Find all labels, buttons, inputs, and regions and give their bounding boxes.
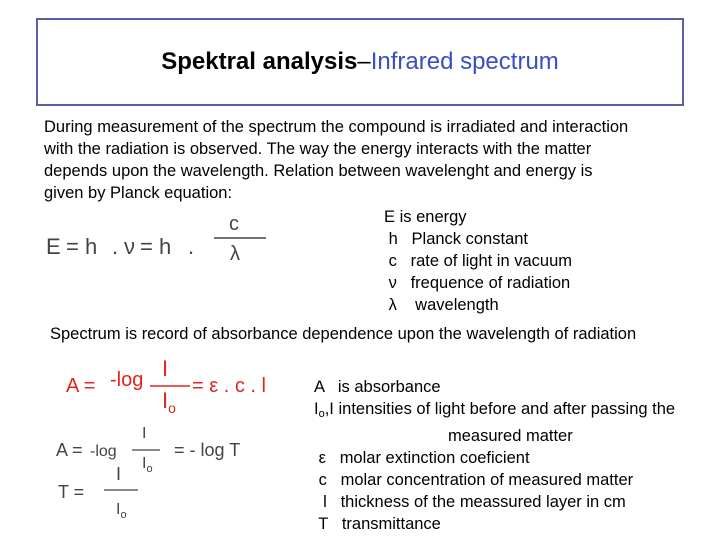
eq-a-lhs: A = <box>66 375 96 397</box>
planck-nu: ν <box>124 234 135 259</box>
planck-eq2: = h <box>140 234 172 259</box>
title-box <box>36 18 684 106</box>
planck-denominator: λ <box>230 243 240 265</box>
intro-line: During measurement of the spectrum the compound is irradiated and interaction <box>44 118 629 136</box>
intro-line: given by Planck equation: <box>44 184 233 202</box>
planck-numerator: c <box>229 213 239 235</box>
eq-b-denominator: $I_o$ <box>142 455 153 475</box>
intro-paragraph <box>44 116 694 204</box>
eq-c-lhs: T = <box>58 482 85 502</box>
eq-b-log: -log <box>90 443 117 460</box>
intro-line: with the radiation is observed. The way the energy interacts with the matter <box>44 140 592 158</box>
legend-symbol: λ <box>384 296 397 314</box>
planck-dot1: . <box>112 234 119 259</box>
legend-symbol: c <box>384 252 397 270</box>
legend-row-epsilon: ε molar extinction coeficient <box>314 449 530 467</box>
legend-text: is energy <box>395 208 467 226</box>
legend-symbol: ν <box>384 274 397 292</box>
legend-row-concentration: c molar concentration of measured matter <box>314 471 634 489</box>
legend-text: frequence of radiation <box>396 274 571 292</box>
legend-text: rate of light in vacuum <box>396 252 573 270</box>
eq-b-rhs: = - log T <box>174 440 241 460</box>
eq-a-denominator: $I_o$ <box>162 388 176 416</box>
legend-row <box>384 250 572 272</box>
eq-b-lhs: A = <box>56 440 83 460</box>
title-bold: Spektral analysis <box>161 48 358 75</box>
legend-symbol: h <box>384 230 398 248</box>
title-dash: – <box>357 48 371 75</box>
planck-E: E <box>46 234 61 259</box>
planck-eq1: = h <box>66 234 98 259</box>
legend-symbol: E <box>384 208 396 226</box>
legend-row <box>384 272 572 294</box>
planck-dot2: . <box>188 234 195 259</box>
absorbance-legend <box>314 376 675 535</box>
eq-b-numerator: I <box>142 425 147 442</box>
absorbance-equations <box>54 352 304 524</box>
legend-row-thickness: l thickness of the meassured layer in cm <box>314 493 626 511</box>
legend-text: wavelength <box>396 296 499 314</box>
intro-line: depends upon the wavelength. Relation between wavelenght and energy is <box>44 162 593 180</box>
legend-row-intensities: $I_o,I$ intensities of light before and after passing the <box>314 400 676 420</box>
eq-c-denominator: $I_o$ <box>116 501 127 521</box>
eq-a-rhs: = ε . c . l <box>192 375 266 397</box>
legend-row <box>384 228 572 250</box>
spectrum-sentence: Spectrum is record of absorbance dependence upon the wavelength of radiation <box>50 325 637 343</box>
planck-legend <box>384 206 572 316</box>
eq-a-log: -log <box>110 369 144 391</box>
legend-text: Planck constant <box>397 230 529 248</box>
legend-row-intensities-cont: measured matter <box>448 427 573 445</box>
title-light: Infrared spectrum <box>370 48 559 75</box>
legend-row-transmittance: T transmittance <box>314 515 441 533</box>
legend-row <box>384 294 572 316</box>
legend-row <box>384 206 572 228</box>
planck-equation <box>44 208 284 268</box>
eq-c-numerator: I <box>116 464 122 484</box>
legend-row-absorbance: A is absorbance <box>314 378 441 396</box>
eq-a-numerator: I <box>162 356 169 381</box>
